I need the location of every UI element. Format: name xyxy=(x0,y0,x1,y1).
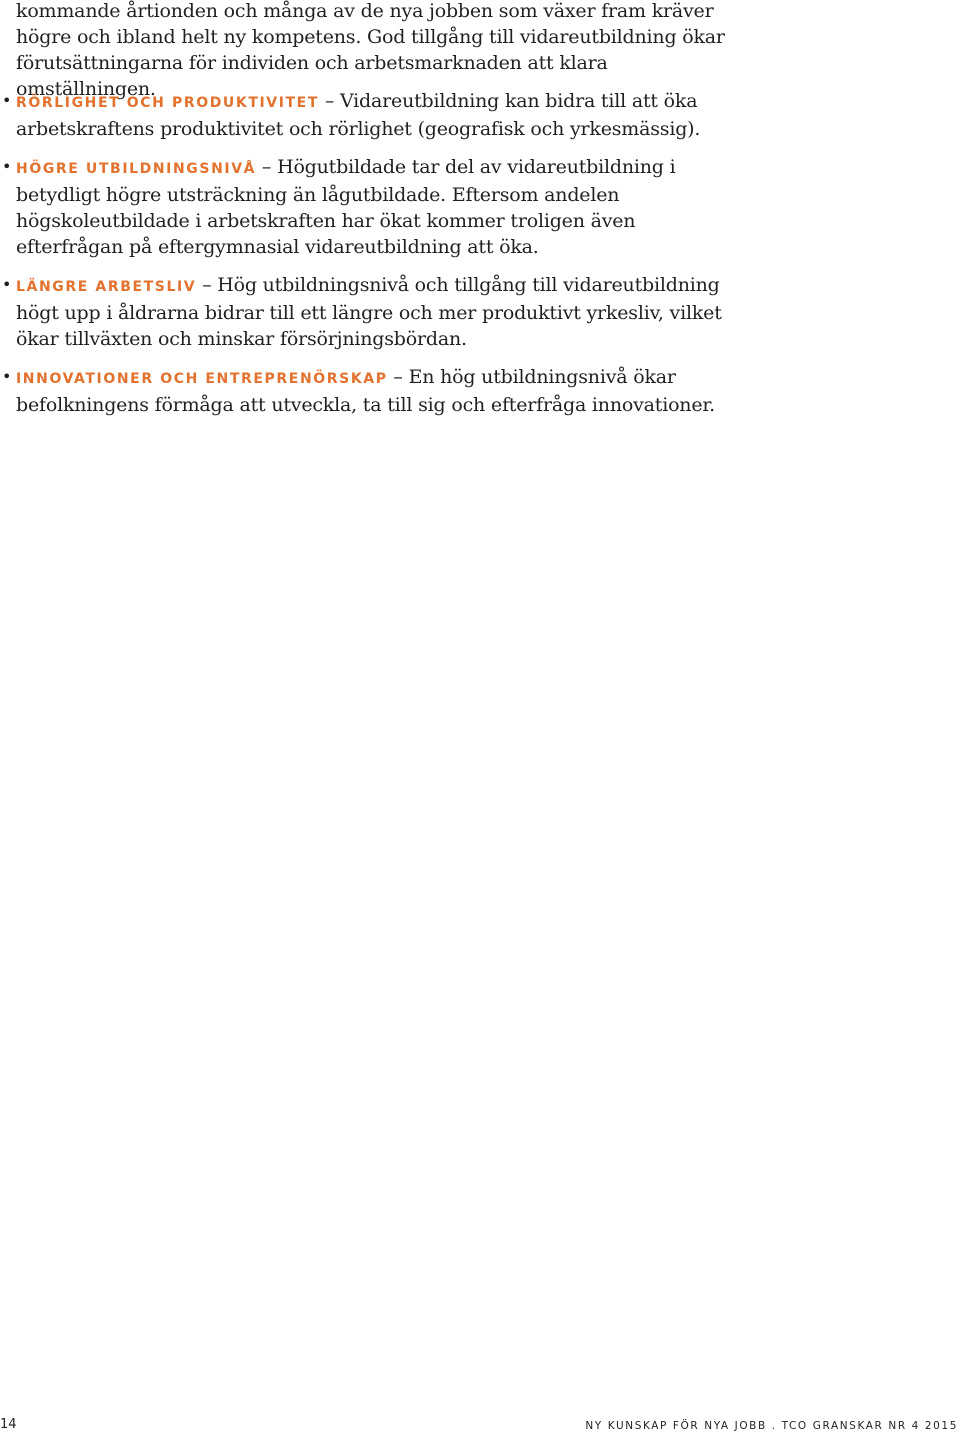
bullet-dash: – xyxy=(387,366,409,388)
bullet-heading: LÄNGRE ARBETSLIV xyxy=(16,279,197,295)
bullet-heading: INNOVATIONER OCH ENTREPRENÖRSKAP xyxy=(16,371,388,387)
bullet-icon: • xyxy=(2,91,12,110)
bullet-dash: – xyxy=(196,274,218,296)
bullet-item-langre-arbetsliv xyxy=(0,272,740,352)
bullet-text: En hög utbildningsnivå ökar befolkningens förmåga att utveckla, ta till sig och efterfråga innovationer. xyxy=(16,366,716,416)
bullet-dash: – xyxy=(256,156,278,178)
intro-paragraph: kommande årtionden och många av de nya jobben som växer fram kräver högre och ibland helt ny kompetens. God tillgång till vidareutbildning ökar förutsättningarna för individen och arbetsmarknaden att klara omställningen. xyxy=(16,0,725,100)
bullet-text: Vidareutbildning kan bidra till att öka arbetskraftens produktivitet och rörlighet (geografisk och yrkesmässig). xyxy=(16,90,701,140)
bullet-text: Högutbildade tar del av vidareutbildning i betydligt högre utsträckning än lågutbildade. Eftersom andelen högskoleutbildade i arbetskraften har ökat kommer troligen även efterfrågan på eftergymnasial vidareutbildning att öka. xyxy=(16,156,676,258)
publication-footer: NY KUNSKAP FÖR NYA JOBB . TCO GRANSKAR NR 4 2015 xyxy=(585,1420,958,1432)
bullet-heading: HÖGRE UTBILDNINGSNIVÅ xyxy=(16,161,257,177)
bullet-item-hogre-utbildningsniva xyxy=(0,154,740,260)
bullet-icon: • xyxy=(2,275,12,294)
bullet-icon: • xyxy=(2,367,12,386)
bullet-item-rorlighet xyxy=(0,88,740,142)
bullet-icon: • xyxy=(2,157,12,176)
bullet-list xyxy=(0,88,740,430)
page-number: 14 xyxy=(0,1417,17,1432)
bullet-item-innovationer xyxy=(0,364,740,418)
bullet-dash: – xyxy=(319,90,340,112)
bullet-text: Hög utbildningsnivå och tillgång till vidareutbildning högt upp i åldrarna bidrar till ett längre och mer produktivt yrkesliv, vilket ökar tillväxten och minskar försörjningsbördan. xyxy=(16,274,722,350)
bullet-heading: RÖRLIGHET OCH PRODUKTIVITET xyxy=(16,95,319,111)
